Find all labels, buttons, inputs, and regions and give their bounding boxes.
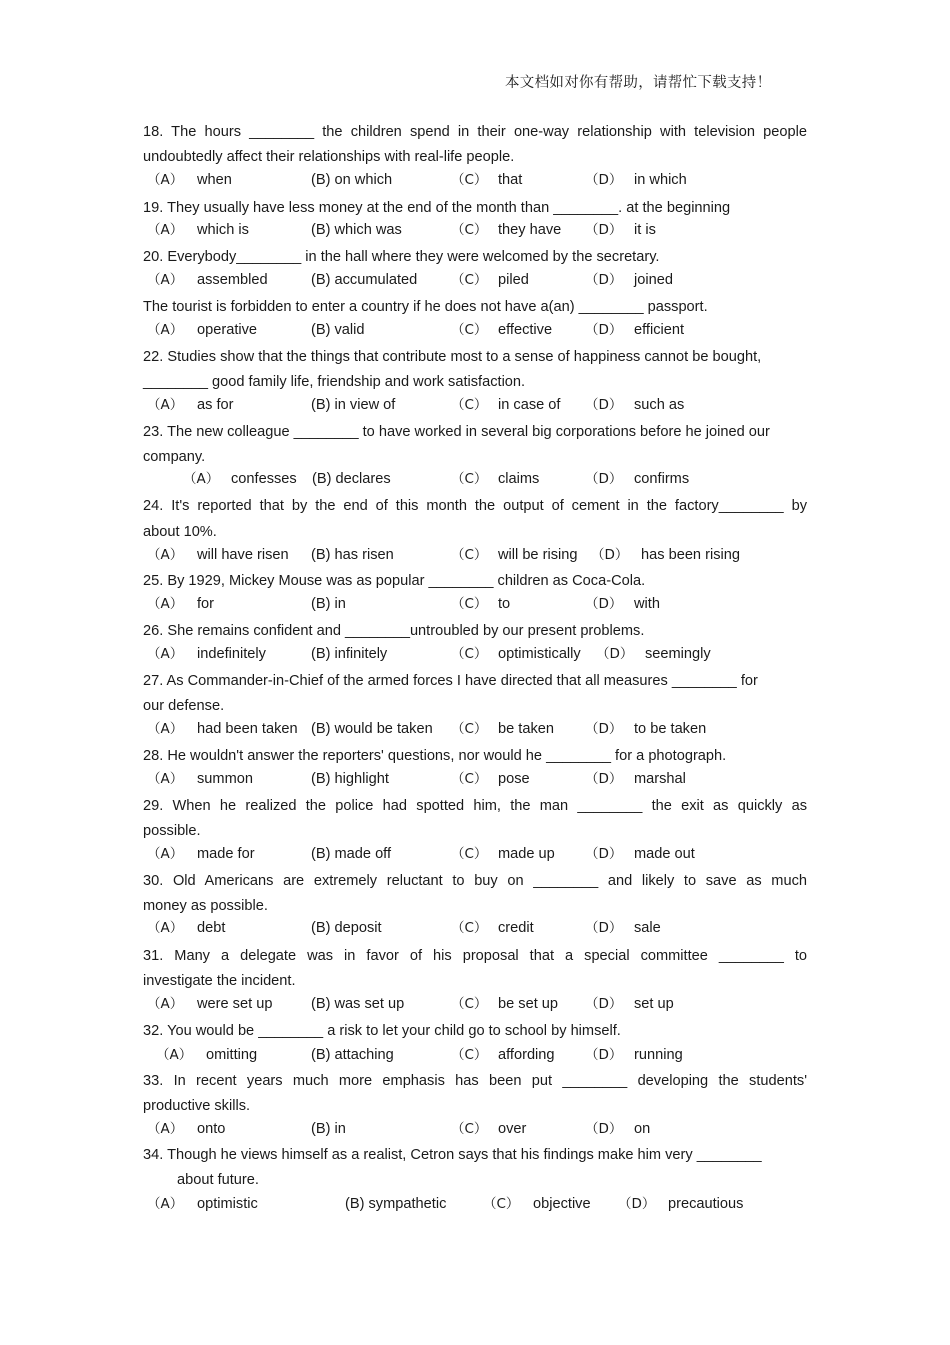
option-text: be taken <box>498 721 554 737</box>
option-letter: （C） <box>483 1196 520 1212</box>
option-text: it is <box>634 222 656 238</box>
option-letter: （A） <box>147 222 184 238</box>
option-text: (B) was set up <box>311 996 405 1012</box>
option-letter: （D） <box>585 846 623 862</box>
question-stem-continued: about future. <box>177 1172 259 1188</box>
option-text: indefinitely <box>197 646 266 662</box>
option-text: to <box>498 596 511 612</box>
option-letter: （A） <box>147 272 184 288</box>
option-letter: （D） <box>585 272 623 288</box>
option-text: (B) declares <box>312 471 391 487</box>
question-stem-continued: possible. <box>143 823 201 839</box>
question-stem: 18. The hours ________ the children spend in their one-way relationship with television people <box>143 124 807 140</box>
option-letter: （D） <box>585 397 623 413</box>
option-text: confirms <box>634 471 690 487</box>
question-stem-continued: productive skills. <box>143 1098 251 1114</box>
question-stem: 22. Studies show that the things that contribute most to a sense of happiness cannot be bought, <box>143 349 762 365</box>
option-text: (B) in view of <box>311 397 396 413</box>
option-letter: （C） <box>451 771 488 787</box>
option-text: onto <box>197 1121 226 1137</box>
option-text: (B) attaching <box>311 1047 394 1063</box>
option-letter: （D） <box>585 920 623 936</box>
option-letter: （A） <box>147 920 184 936</box>
option-text: (B) sympathetic <box>345 1196 447 1212</box>
question-stem: 31. Many a delegate was in favor of his proposal that a special committee ________ to <box>143 948 807 964</box>
option-letter: （A） <box>147 996 184 1012</box>
option-text: operative <box>197 322 258 338</box>
option-text: set up <box>634 996 674 1012</box>
option-letter: （A） <box>147 846 184 862</box>
option-text: marshal <box>634 771 686 787</box>
option-text: such as <box>634 397 685 413</box>
option-text: efficient <box>634 322 685 338</box>
option-text: has been rising <box>641 547 740 563</box>
option-text: (B) would be taken <box>311 721 433 737</box>
option-letter: （C） <box>451 596 488 612</box>
option-text: sale <box>634 920 661 936</box>
option-text: over <box>498 1121 527 1137</box>
option-letter: （D） <box>585 1121 623 1137</box>
option-text: optimistically <box>498 646 581 662</box>
option-text: claims <box>498 471 540 487</box>
option-letter: （C） <box>451 272 488 288</box>
question-stem-continued: about 10%. <box>143 524 217 540</box>
question-stem: 28. He wouldn't answer the reporters' questions, nor would he ________ for a photograph. <box>143 748 727 764</box>
option-text: optimistic <box>197 1196 258 1212</box>
option-text: that <box>498 172 523 188</box>
option-letter: （A） <box>147 397 184 413</box>
question-stem-continued: investigate the incident. <box>143 973 296 989</box>
option-letter: （C） <box>451 222 488 238</box>
option-text: with <box>634 596 660 612</box>
option-text: be set up <box>498 996 559 1012</box>
question-stem: 30. Old Americans are extremely reluctant to buy on ________ and likely to save as much <box>143 873 807 889</box>
option-text: summon <box>197 771 253 787</box>
option-text: for <box>197 596 215 612</box>
option-text: confesses <box>231 471 297 487</box>
question-stem: 23. The new colleague ________ to have worked in several big corporations before he joined our <box>143 424 770 440</box>
option-text: precautious <box>668 1196 744 1212</box>
option-letter: （A） <box>147 596 184 612</box>
option-text: were set up <box>197 996 273 1012</box>
option-letter: （D） <box>585 721 623 737</box>
option-text: credit <box>498 920 534 936</box>
option-text: pose <box>498 771 530 787</box>
option-text: (B) made off <box>311 846 392 862</box>
question-stem-continued: company. <box>143 449 206 465</box>
question-stem-continued: ________ good family life, friendship and work satisfaction. <box>143 374 526 390</box>
question-stem-continued: our defense. <box>143 698 225 714</box>
option-text: in which <box>634 172 687 188</box>
option-letter: （C） <box>451 1121 488 1137</box>
option-letter: （A） <box>156 1047 193 1063</box>
option-text: omitting <box>206 1047 258 1063</box>
option-text: joined <box>634 272 673 288</box>
page-header-note: 本文档如对你有帮助，请帮忙下载支持！ <box>505 75 772 91</box>
question-stem: 24. It's reported that by the end of this month the output of cement in the factory________ by <box>143 498 807 514</box>
option-letter: （C） <box>451 172 488 188</box>
question-stem: 20. Everybody________ in the hall where they were welcomed by the secretary. <box>143 249 660 265</box>
question-stem: 29. When he realized the police had spotted him, the man ________ the exit as quickly as <box>143 798 807 814</box>
option-letter: （C） <box>451 646 488 662</box>
question-stem: The tourist is forbidden to enter a country if he does not have a(an) ________ passport. <box>143 299 708 315</box>
option-text: (B) in <box>311 596 346 612</box>
option-letter: （A） <box>147 322 184 338</box>
option-text: will have risen <box>197 547 289 563</box>
option-letter: （A） <box>147 547 184 563</box>
option-text: (B) infinitely <box>311 646 388 662</box>
option-letter: （A） <box>147 172 184 188</box>
option-letter: （C） <box>451 920 488 936</box>
option-letter: （A） <box>147 1121 184 1137</box>
option-letter: （C） <box>451 397 488 413</box>
option-letter: （C） <box>451 322 488 338</box>
option-letter: （D） <box>585 471 623 487</box>
question-stem: 34. Though he views himself as a realist, Cetron says that his findings make him very ________ <box>143 1147 762 1163</box>
option-letter: （A） <box>183 471 220 487</box>
option-text: (B) valid <box>311 322 365 338</box>
option-letter: （A） <box>147 1196 184 1212</box>
question-stem: 25. By 1929, Mickey Mouse was as popular ________ children as Coca-Cola. <box>143 573 646 589</box>
option-letter: （C） <box>451 471 488 487</box>
option-letter: （D） <box>585 322 623 338</box>
option-text: on <box>634 1121 651 1137</box>
option-text: running <box>634 1047 683 1063</box>
option-text: piled <box>498 272 529 288</box>
option-text: as for <box>197 397 234 413</box>
option-text: to be taken <box>634 721 707 737</box>
question-stem: 26. She remains confident and ________untroubled by our present problems. <box>143 623 645 639</box>
option-text: will be rising <box>498 547 578 563</box>
option-letter: （D） <box>585 771 623 787</box>
option-text: they have <box>498 222 562 238</box>
option-letter: （A） <box>147 646 184 662</box>
option-text: assembled <box>197 272 268 288</box>
option-text: which is <box>197 222 249 238</box>
option-text: objective <box>533 1196 591 1212</box>
option-text: had been taken <box>197 721 298 737</box>
option-letter: （C） <box>451 547 488 563</box>
option-letter: （A） <box>147 771 184 787</box>
option-letter: （A） <box>147 721 184 737</box>
option-text: (B) highlight <box>311 771 389 787</box>
option-letter: （D） <box>591 547 629 563</box>
option-text: seemingly <box>645 646 711 662</box>
question-stem: 19. They usually have less money at the end of the month than ________. at the beginning <box>143 200 731 216</box>
option-letter: （D） <box>585 172 623 188</box>
option-letter: （C） <box>451 721 488 737</box>
option-letter: （C） <box>451 1047 488 1063</box>
option-text: (B) has risen <box>311 547 394 563</box>
option-text: (B) deposit <box>311 920 382 936</box>
option-text: affording <box>498 1047 555 1063</box>
option-text: (B) on which <box>311 172 393 188</box>
option-letter: （C） <box>451 846 488 862</box>
option-text: effective <box>498 322 553 338</box>
question-stem-continued: undoubtedly affect their relationships with real-life people. <box>143 149 515 165</box>
option-text: in case of <box>498 397 561 413</box>
question-stem-continued: money as possible. <box>143 898 268 914</box>
option-letter: （D） <box>585 1047 623 1063</box>
option-text: made out <box>634 846 695 862</box>
option-text: (B) which was <box>311 222 402 238</box>
option-text: (B) accumulated <box>311 272 418 288</box>
question-stem: 27. As Commander-in-Chief of the armed forces I have directed that all measures ________ for <box>143 673 758 689</box>
option-letter: （D） <box>585 222 623 238</box>
option-letter: （D） <box>585 996 623 1012</box>
option-text: when <box>197 172 232 188</box>
option-text: debt <box>197 920 226 936</box>
option-letter: （D） <box>585 596 623 612</box>
question-stem: 32. You would be ________ a risk to let your child go to school by himself. <box>143 1023 621 1039</box>
option-text: made for <box>197 846 255 862</box>
option-letter: （D） <box>618 1196 656 1212</box>
option-letter: （C） <box>451 996 488 1012</box>
option-text: (B) in <box>311 1121 346 1137</box>
question-stem: 33. In recent years much more emphasis has been put ________ developing the students' <box>143 1073 807 1089</box>
option-letter: （D） <box>596 646 634 662</box>
option-text: made up <box>498 846 555 862</box>
